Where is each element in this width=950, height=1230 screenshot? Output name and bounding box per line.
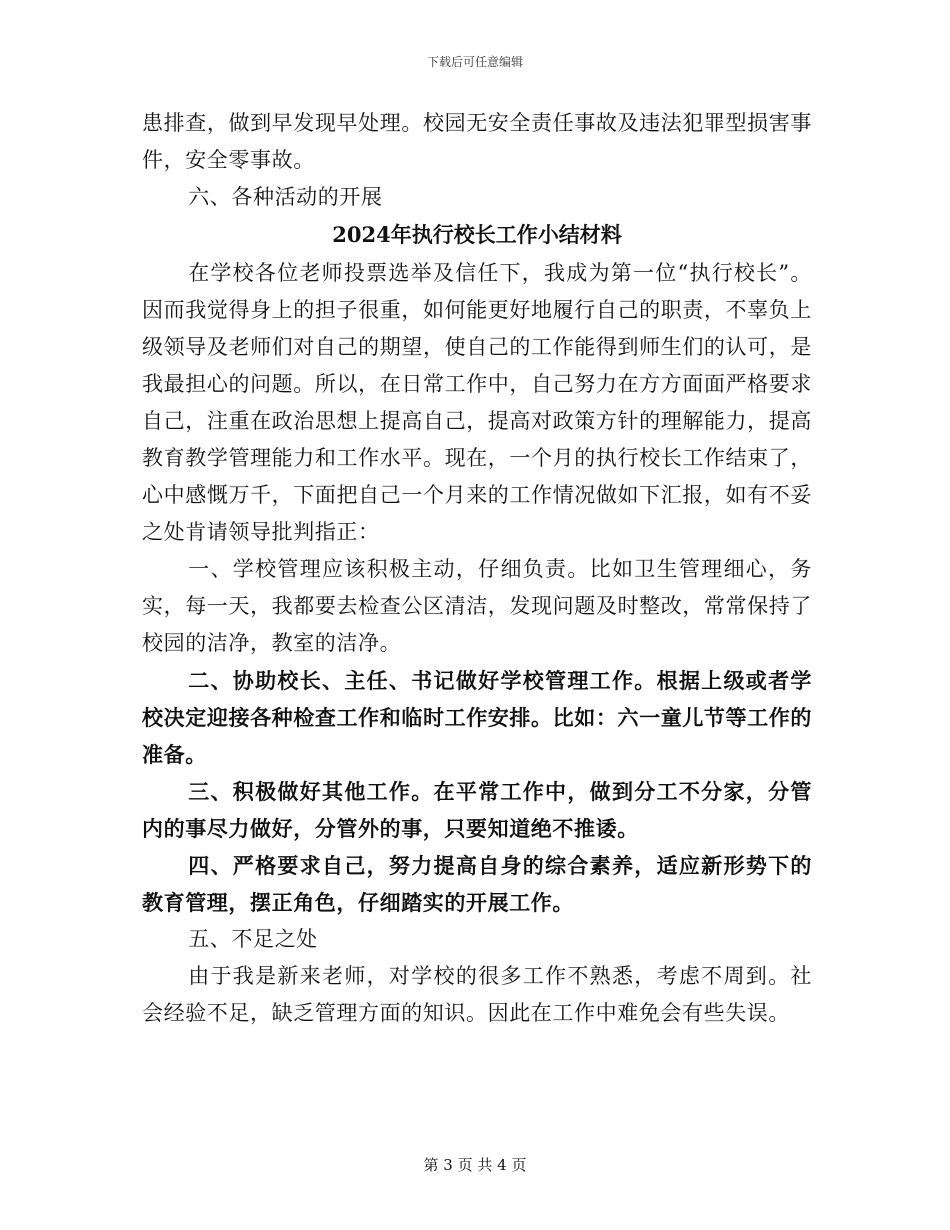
intro-paragraph: 在学校各位老师投票选举及信任下，我成为第一位“执行校长”。因而我觉得身上的担子很重，如何能更好地履行自己的职责，不辜负上级领导及老师们对自己的期望，使自己的工作能得到师生们的认可，是我最担心的问题。所以，在日常工作中，自己努力在方方面面严格要求自己，注重在政治思想上提高自己，提高对政策方针的理解能力，提高教育教学管理能力和工作水平。现在，一个月的执行校长工作结束了，心中感慨万千，下面把自己一个月来的工作情况做如下汇报，如有不妥之处肯请领导批判指正： [142,261,812,544]
point-two-paragraph: 二、协助校长、主任、书记做好学校管理工作。根据上级或者学校决定迎接各种检查工作和临时工作安排。比如：六一童儿节等工作的准备。 [142,668,812,767]
document-body [142,105,812,1032]
page-footer: 第 3 页 共 4 页 [423,1156,527,1174]
page-header: 下载后可任意编辑 [426,55,523,69]
point-five-heading: 五、不足之处 [188,927,318,951]
point-one-paragraph: 一、学校管理应该积极主动，仔细负责。比如卫生管理细心，务实，每一天，我都要去检查公区清洁，发现问题及时整改，常常保持了校园的洁净，教室的洁净。 [142,557,812,655]
document-title: 2024年执行校长工作小结材料 [332,222,622,247]
point-three-paragraph: 三、积极做好其他工作。在平常工作中，做到分工不分家，分管内的事尽力做好，分管外的事，只要知道绝不推诿。 [142,779,812,841]
point-four-paragraph: 四、严格要求自己，努力提高自身的综合素养，适应新形势下的教育管理，摆正角色，仔细踏实的开展工作。 [142,853,812,915]
continued-paragraph: 患排查，做到早发现早处理。校园无安全责任事故及违法犯罪型损害事件，安全零事故。 [142,111,812,172]
section-heading-six: 六、各种活动的开展 [188,185,383,209]
point-five-paragraph: 由于我是新来老师，对学校的很多工作不熟悉，考虑不周到。社会经验不足，缺乏管理方面的知识。因此在工作中难免会有些失误。 [142,964,812,1025]
